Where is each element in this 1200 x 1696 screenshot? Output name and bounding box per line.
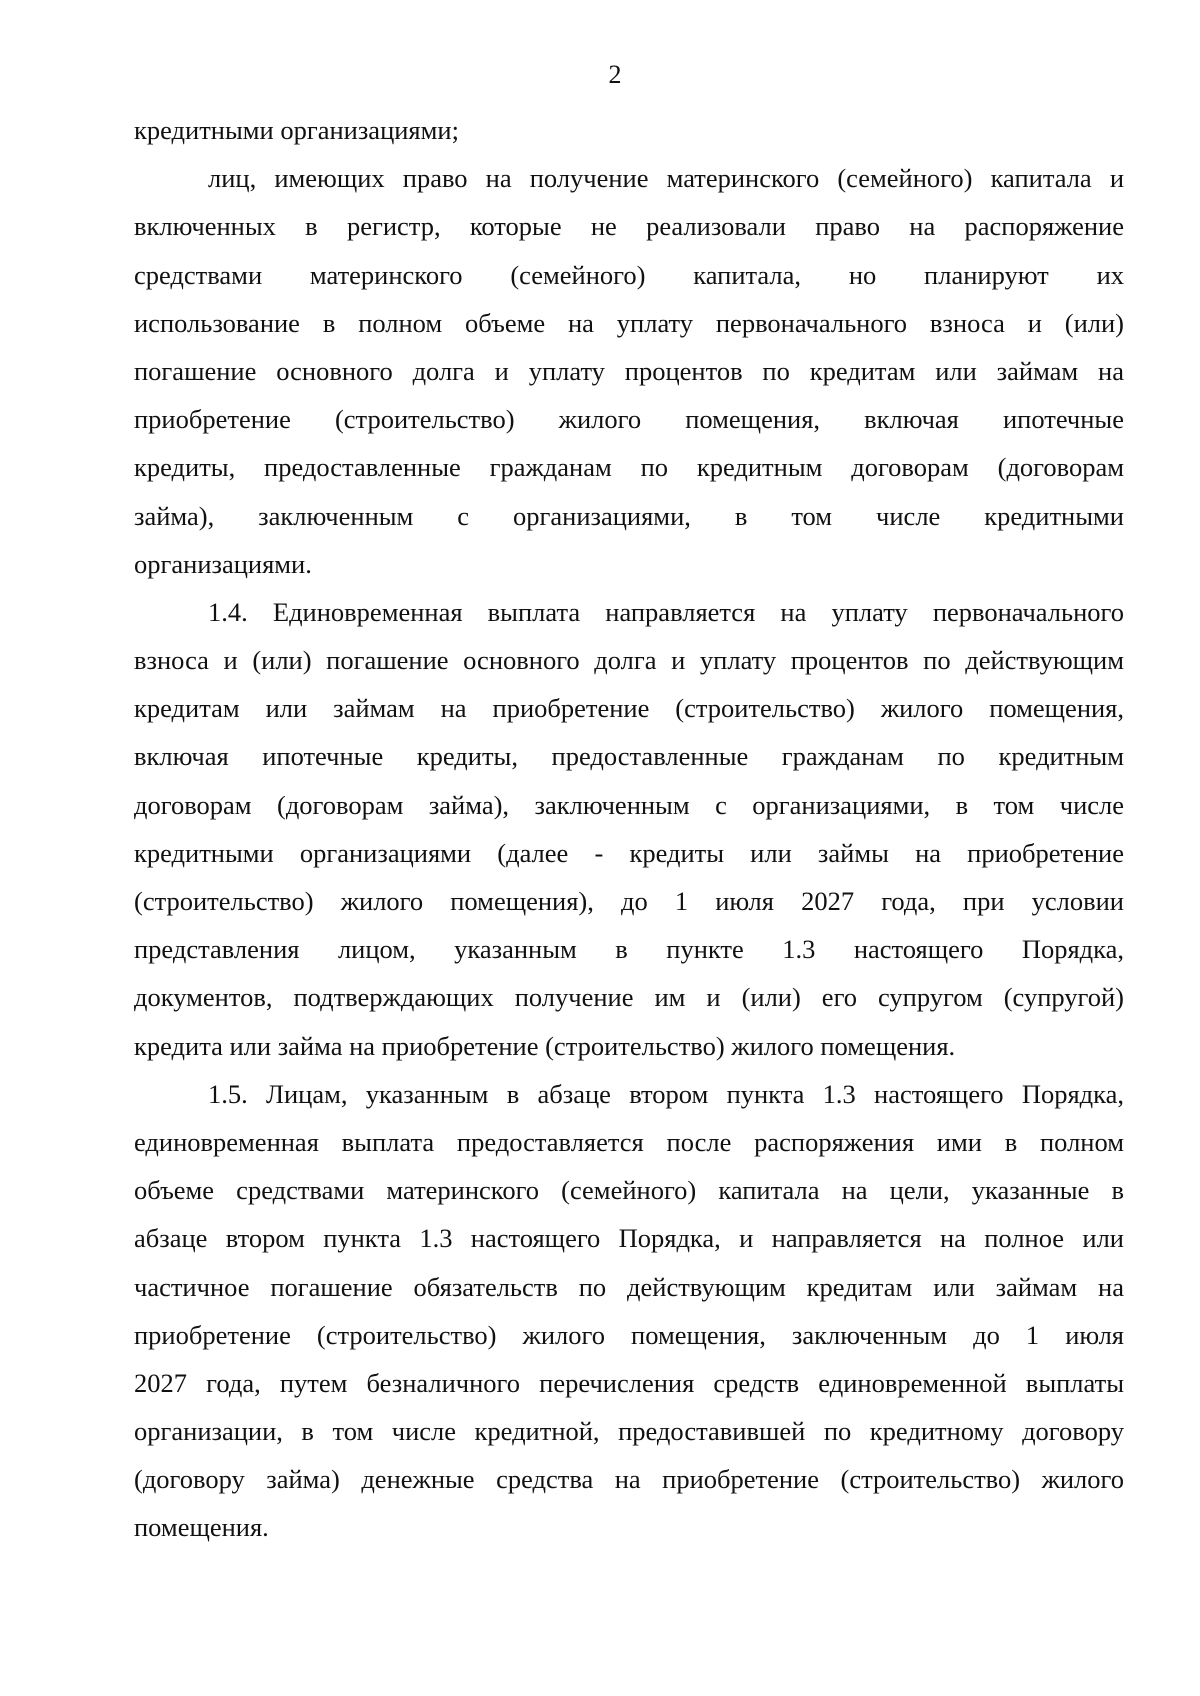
text-line: 1.4. Единовременная выплата направляется на уплату первоначального	[208, 596, 1124, 627]
text-line: включенных в регистр, которые не реализовали право на распоряжение	[134, 211, 1124, 242]
text-line: средствами материнского (семейного) капитала, но планируют их	[134, 259, 1124, 290]
text-line: 1.5. Лицам, указанным в абзаце втором пункта 1.3 настоящего Порядка,	[208, 1078, 1124, 1109]
text-line: использование в полном объеме на уплату первоначального взноса и (или)	[134, 307, 1124, 338]
text-line: приобретение (строительство) жилого помещения, включая ипотечные	[134, 404, 1124, 435]
text-line: погашение основного долга и уплату процентов по кредитам или займам на	[134, 355, 1124, 386]
text-line: приобретение (строительство) жилого помещения, заключенным до 1 июля	[134, 1319, 1124, 1350]
text-line: взноса и (или) погашение основного долга и уплату процентов по действующим	[134, 645, 1124, 676]
text-line: организациями.	[134, 548, 312, 579]
text-line: договорам (договорам займа), заключенным с организациями, в том числе	[134, 789, 1124, 820]
text-line: документов, подтверждающих получение им и (или) его супругом (супругой)	[134, 982, 1124, 1013]
text-line: помещения.	[134, 1512, 269, 1543]
text-line: кредитными организациями;	[134, 115, 459, 145]
text-line: частичное погашение обязательств по действующим кредитам или займам на	[134, 1271, 1124, 1302]
text-line: абзаце втором пункта 1.3 настоящего Порядка, и направляется на полное или	[134, 1223, 1124, 1254]
text-line: лиц, имеющих право на получение материнского (семейного) капитала и	[208, 163, 1124, 194]
text-line: организации, в том числе кредитной, предоставившей по кредитному договору	[134, 1416, 1124, 1447]
text-line: кредитными организациями (далее - кредиты или займы на приобретение	[134, 837, 1124, 868]
text-line: кредитам или займам на приобретение (строительство) жилого помещения,	[134, 693, 1124, 724]
text-line: займа), заключенным с организациями, в том числе кредитными	[134, 500, 1124, 531]
text-line: единовременная выплата предоставляется после распоряжения ими в полном	[134, 1126, 1124, 1157]
text-line: кредиты, предоставленные гражданам по кредитным договорам (договорам	[134, 452, 1124, 483]
document-body	[134, 106, 1124, 1552]
text-line: (договору займа) денежные средства на приобретение (строительство) жилого	[134, 1464, 1124, 1495]
page-number: 2	[608, 60, 622, 89]
text-line: (строительство) жилого помещения), до 1 июля 2027 года, при условии	[134, 886, 1124, 916]
text-line: объеме средствами материнского (семейного) капитала на цели, указанные в	[134, 1175, 1124, 1206]
text-line: включая ипотечные кредиты, предоставленные гражданам по кредитным	[134, 741, 1124, 772]
text-line: 2027 года, путем безналичного перечисления средств единовременной выплаты	[134, 1367, 1124, 1398]
text-line: представления лицом, указанным в пункте 1.3 настоящего Порядка,	[134, 934, 1124, 965]
text-line: кредита или займа на приобретение (строительство) жилого помещения.	[134, 1030, 956, 1061]
